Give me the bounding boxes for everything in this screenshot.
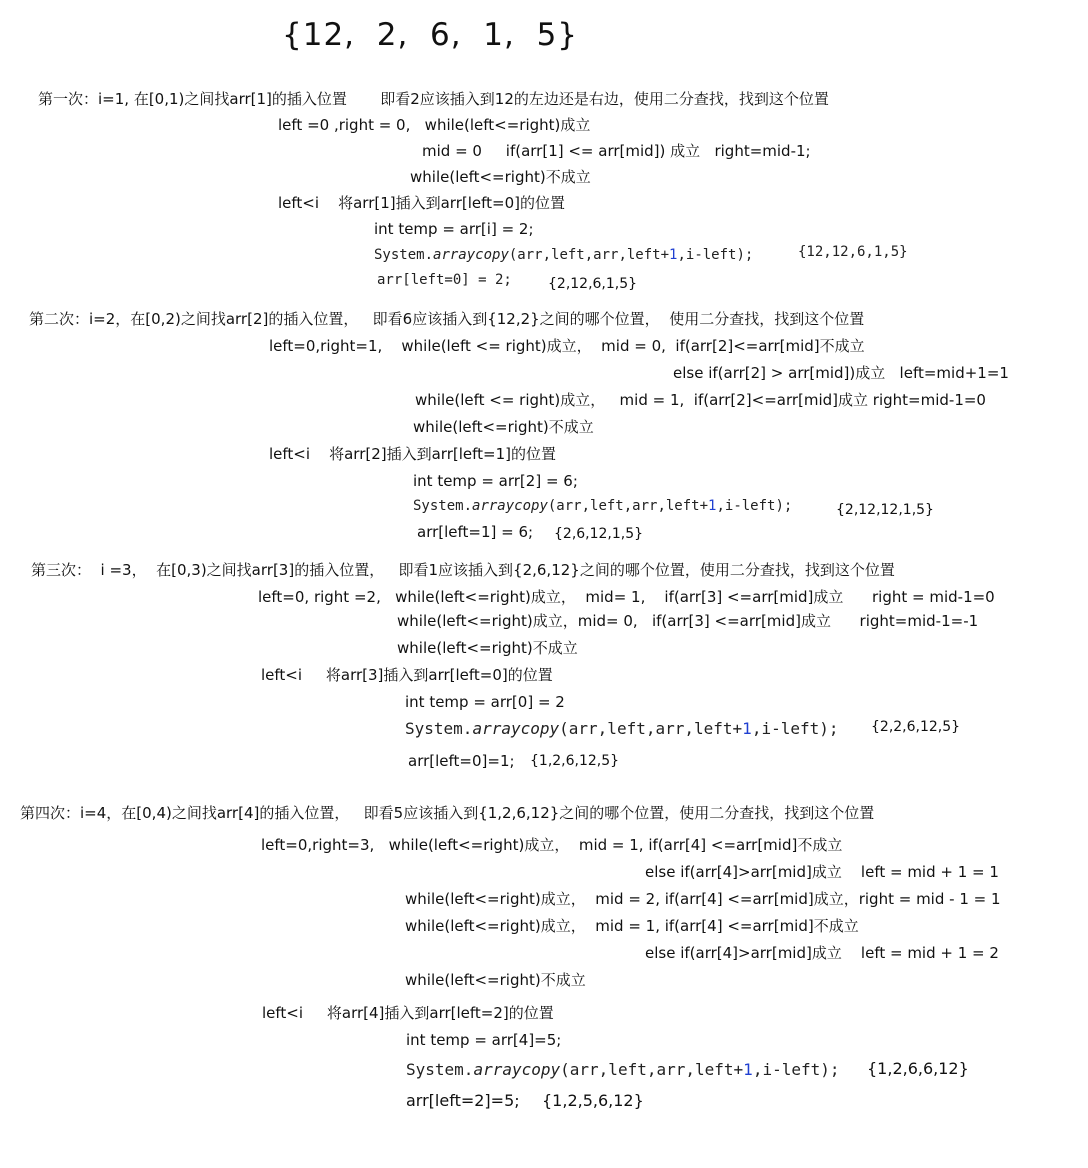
code-class: System. bbox=[406, 1060, 474, 1079]
step-2-assign: arr[left=1] = 6; bbox=[417, 523, 534, 541]
step-2-line: while(left <= right)成立， mid = 1, if(arr[2]<=arr[mid]成立 right=mid-1=0 bbox=[415, 391, 986, 409]
step-4-line: while(left<=right)成立， mid = 1, if(arr[4] <=arr[mid]不成立 bbox=[405, 917, 859, 935]
step-3-assign-result: {1,2,6,12,5} bbox=[530, 753, 620, 769]
code-args: (arr,left,arr,left+ bbox=[559, 719, 743, 738]
step-1-line: left =0 ,right = 0, while(left<=right)成立 bbox=[278, 116, 591, 134]
step-4-line: int temp = arr[4]=5; bbox=[406, 1031, 562, 1049]
code-args-end: ,i-left); bbox=[751, 719, 839, 738]
code-args: (arr,left,arr,left+ bbox=[547, 498, 709, 514]
step-1-arraycopy-code bbox=[374, 248, 753, 262]
step-2-arraycopy-code bbox=[413, 499, 792, 513]
step-3-line: int temp = arr[0] = 2 bbox=[405, 693, 565, 711]
step-1-assign: arr[left=0] = 2; bbox=[377, 272, 512, 288]
step-1-line: left<i 将arr[1]插入到arr[left=0]的位置 bbox=[278, 194, 565, 212]
code-class: System. bbox=[413, 498, 473, 514]
step-2-copy-result: {2,12,12,1,5} bbox=[836, 502, 934, 518]
step-4-copy-result: {1,2,6,6,12} bbox=[867, 1059, 969, 1078]
step-1-heading: 第一次：i=1, 在[0,1)之间找arr[1]的插入位置 即看2应该插入到12的左边还是右边，使用二分查找，找到这个位置 bbox=[38, 90, 829, 108]
code-method: arraycopy bbox=[473, 1060, 561, 1079]
code-literal-one: 1 bbox=[708, 498, 717, 514]
step-3-line: left=0, right =2, while(left<=right)成立， mid= 1, if(arr[3] <=arr[mid]成立 right = mid-1=0 bbox=[258, 588, 995, 606]
step-1-line: mid = 0 if(arr[1] <= arr[mid]) 成立 right=mid-1; bbox=[422, 142, 811, 160]
code-method: arraycopy bbox=[472, 719, 560, 738]
step-3-heading: 第三次： i =3， 在[0,3)之间找arr[3]的插入位置， 即看1应该插入到{2,6,12}之间的哪个位置，使用二分查找，找到这个位置 bbox=[31, 561, 895, 579]
step-4-assign-result: {1,2,5,6,12} bbox=[542, 1091, 644, 1110]
code-args-end: ,i-left); bbox=[752, 1060, 840, 1079]
step-4-line: while(left<=right)成立， mid = 2, if(arr[4] <=arr[mid]成立，right = mid - 1 = 1 bbox=[405, 890, 1001, 908]
code-method: arraycopy bbox=[472, 498, 548, 514]
step-4-heading: 第四次：i=4，在[0,4)之间找arr[4]的插入位置， 即看5应该插入到{1,2,6,12}之间的哪个位置，使用二分查找，找到这个位置 bbox=[20, 804, 875, 822]
code-args: (arr,left,arr,left+ bbox=[508, 247, 670, 263]
step-3-line: left<i 将arr[3]插入到arr[left=0]的位置 bbox=[261, 666, 553, 684]
step-2-assign-result: {2,6,12,1,5} bbox=[554, 526, 644, 542]
code-args-end: ,i-left); bbox=[716, 498, 793, 514]
initial-array-title: {12, 2, 6, 1, 5} bbox=[282, 17, 579, 53]
step-2-line: left<i 将arr[2]插入到arr[left=1]的位置 bbox=[269, 445, 556, 463]
step-2-line: while(left<=right)不成立 bbox=[413, 418, 594, 436]
code-class: System. bbox=[374, 247, 434, 263]
code-class: System. bbox=[405, 719, 473, 738]
step-3-copy-result: {2,2,6,12,5} bbox=[871, 719, 961, 735]
step-4-line: left<i 将arr[4]插入到arr[left=2]的位置 bbox=[262, 1004, 554, 1022]
step-4-line: left=0,right=3, while(left<=right)成立， mid = 1, if(arr[4] <=arr[mid]不成立 bbox=[261, 836, 843, 854]
code-method: arraycopy bbox=[433, 247, 509, 263]
code-args: (arr,left,arr,left+ bbox=[560, 1060, 744, 1079]
step-1-assign-result: {2,12,6,1,5} bbox=[548, 276, 638, 292]
step-4-arraycopy-code bbox=[406, 1062, 840, 1078]
code-literal-one: 1 bbox=[742, 719, 752, 738]
step-3-line: while(left<=right)成立，mid= 0, if(arr[3] <=arr[mid]成立 right=mid-1=-1 bbox=[397, 612, 979, 630]
code-literal-one: 1 bbox=[669, 247, 678, 263]
step-4-line: while(left<=right)不成立 bbox=[405, 971, 586, 989]
step-1-line: while(left<=right)不成立 bbox=[410, 168, 591, 186]
step-3-assign: arr[left=0]=1; bbox=[408, 752, 515, 770]
step-3-line: while(left<=right)不成立 bbox=[397, 639, 578, 657]
code-literal-one: 1 bbox=[743, 1060, 753, 1079]
step-2-line: int temp = arr[2] = 6; bbox=[413, 472, 578, 490]
step-1-line: int temp = arr[i] = 2; bbox=[374, 220, 534, 238]
step-4-assign: arr[left=2]=5; bbox=[406, 1091, 520, 1110]
step-3-arraycopy-code bbox=[405, 721, 839, 737]
step-4-line: else if(arr[4]>arr[mid]成立 left = mid + 1 = 2 bbox=[645, 944, 999, 962]
step-2-heading: 第二次：i=2，在[0,2)之间找arr[2]的插入位置， 即看6应该插入到{12,2}之间的哪个位置， 使用二分查找，找到这个位置 bbox=[29, 310, 865, 328]
step-2-line: left=0,right=1, while(left <= right)成立， mid = 0, if(arr[2]<=arr[mid]不成立 bbox=[269, 337, 865, 355]
step-2-line: else if(arr[2] > arr[mid])成立 left=mid+1=1 bbox=[673, 364, 1009, 382]
step-4-line: else if(arr[4]>arr[mid]成立 left = mid + 1 = 1 bbox=[645, 863, 999, 881]
code-args-end: ,i-left); bbox=[677, 247, 754, 263]
step-1-copy-result: {12,12,6,1,5} bbox=[798, 244, 908, 260]
